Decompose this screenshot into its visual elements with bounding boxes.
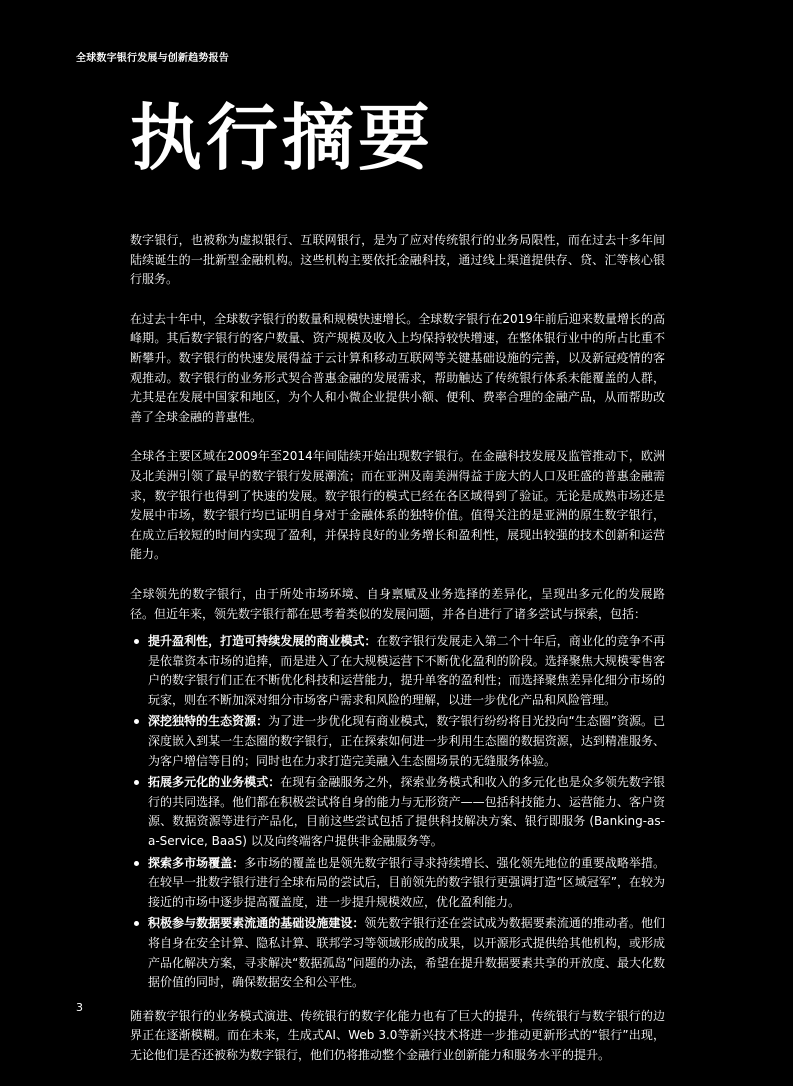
bullet-lead: 拓展多元化的业务模式： bbox=[148, 775, 281, 790]
list-item bbox=[130, 712, 665, 771]
paragraph-regions: 全球各主要区域在2009年至2014年间陆续开始出现数字银行。在金融科技发展及监管推动下，欧洲及北美洲引领了最早的数字银行发展潮流；而在亚洲及南美洲得益于庞大的人口及旺盛的普惠金融需求，数字银行也得到了快速的发展。数字银行的模式已经在各区域得到了验证。无论是成熟市场还是发展中市场，数字银行均已证明自身对于金融体系的独特价值。值得关注的是亚洲的原生数字银行，在成立后较短的时间内实现了盈利，并保持良好的业务增长和盈利性，展现出较强的技术创新和运营能力。 bbox=[130, 449, 665, 562]
bullet-text: 为了进一步优化现有商业模式，数字银行纷纷将目光投向“生态圈”资源。已深度嵌入到某一生态圈的数字银行，正在探索如何进一步利用生态圈的数据资源，达到精准服务、为客户增信等目的；同时也在力求打造完美融入生态圈场景的无缝服务体验。 bbox=[148, 714, 665, 768]
page-number: 3 bbox=[76, 1001, 83, 1014]
list-item bbox=[130, 773, 665, 851]
bullet-lead: 提升盈利性，打造可持续发展的商业模式： bbox=[148, 634, 377, 649]
bullet-text: 领先数字银行还在尝试成为数据要素流通的推动者。他们将自身在安全计算、隐私计算、联邦学习等领域形成的成果，以开源形式提供给其他机构，或形成产品化解决方案，寻求解决“数据孤岛”问题的办法，希望在提升数据要素共享的开放度、最大化数据价值的同时，确保数据安全和公平性。 bbox=[148, 916, 665, 990]
report-header-title: 全球数字银行发展与创新趋势报告 bbox=[76, 53, 229, 64]
paragraph-intro: 数字银行，也被称为虚拟银行、互联网银行，是为了应对传统银行的业务局限性，而在过去十多年间陆续诞生的一批新型金融机构。这些机构主要依托金融科技，通过线上渠道提供存、贷、汇等核心银行服务。 bbox=[130, 233, 665, 287]
strategy-list bbox=[130, 632, 665, 993]
bullet-text: 在现有金融服务之外，探索业务模式和收入的多元化也是众多领先数字银行的共同选择。他们都在积极尝试将自身的能力与无形资产——包括科技能力、运营能力、客户资源、数据资源等进行产品化，目前这些尝试包括了提供科技解决方案、银行即服务 (Banking-as-a-Service, BaaS) 以及向终端客户提供非金融服务等。 bbox=[148, 775, 665, 849]
bullet-text: 多市场的覆盖也是领先数字银行寻求持续增长、强化领先地位的重要战略举措。在较早一批数字银行进行全球布局的尝试后，目前领先的数字银行更强调打造“区域冠军”，在较为接近的市场中逐步提高覆盖度，进一步提升规模效应，优化盈利能力。 bbox=[148, 855, 665, 909]
page-title: 执行摘要 bbox=[130, 96, 435, 180]
bullet-text: 在数字银行发展走入第二个十年后，商业化的竞争不再是依靠资本市场的追捧，而是进入了在大规模运营下不断优化盈利的阶段。选择聚焦大规模零售客户的数字银行们正在不断优化科技和运营能力，提升单客的盈利性；而选择聚焦差异化细分市场的玩家，则在不断加深对细分市场客户需求和风险的理解，以进一步优化产品和风险管理。 bbox=[148, 634, 665, 707]
bullet-lead: 探索多市场覆盖： bbox=[148, 855, 245, 870]
list-item bbox=[130, 854, 665, 913]
bullet-lead: 深挖独特的生态资源： bbox=[148, 714, 269, 729]
main-content bbox=[130, 231, 665, 1086]
list-item bbox=[130, 632, 665, 710]
paragraph-closing: 随着数字银行的业务模式演进、传统银行的数字化能力也有了巨大的提升，传统银行与数字银行的边界正在逐渐模糊。而在未来，生成式AI、Web 3.0等新兴技术将进一步推动更新形式的“银行”出现，无论他们是否还被称为数字银行，他们仍将推动整个金融行业创新能力和服务水平的提升。 bbox=[130, 1008, 665, 1062]
paragraph-growth: 在过去十年中，全球数字银行的数量和规模快速增长。全球数字银行在2019年前后迎来数量增长的高峰期。其后数字银行的客户数量、资产规模及收入上均保持较快增速，在整体银行业中的所占比重不断攀升。数字银行的快速发展得益于云计算和移动互联网等关键基础设施的完善，以及新冠疫情的客观推动。数字银行的业务形式契合普惠金融的发展需求，帮助触达了传统银行体系未能覆盖的人群，尤其是在发展中国家和地区，为个人和小微企业提供小额、便利、费率合理的金融产品，从而帮助改善了全球金融的普惠性。 bbox=[130, 311, 665, 424]
list-item bbox=[130, 914, 665, 992]
bullet-lead: 积极参与数据要素流通的基础设施建设： bbox=[148, 916, 365, 931]
paragraph-paths: 全球领先的数字银行，由于所处市场环境、自身禀赋及业务选择的差异化，呈现出多元化的发展路径。但近年来，领先数字银行都在思考着类似的发展问题，并各自进行了诸多尝试与探索，包括： bbox=[130, 586, 665, 621]
